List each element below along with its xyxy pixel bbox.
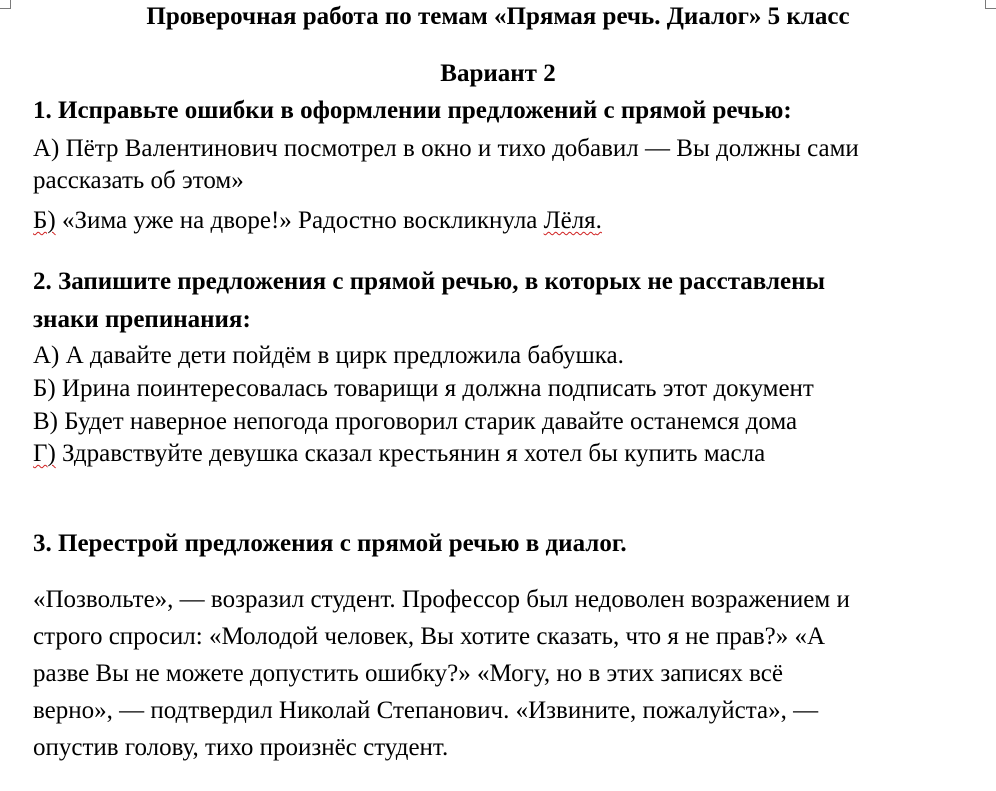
task1-item-a-line1: А) Пётр Валентинович посмотрел в окно и тихо добавил — Вы должны сами — [33, 135, 859, 162]
task3-text-line3: разве Вы не можете допустить ошибку?» «Могу, но в этих записях всё — [33, 660, 783, 687]
task2-heading-line2: знаки препинания: — [33, 306, 251, 333]
task2-heading-line1: 2. Запишите предложения с прямой речью, в которых не расставлены — [33, 268, 826, 295]
task1-item-b-end: . — [595, 207, 602, 234]
task2-item-a: А) А давайте дети пойдём в цирк предложила бабушка. — [33, 342, 624, 369]
task1-item-b — [33, 206, 602, 236]
task3-text-line5: опустив голову, тихо произнёс студент. — [33, 734, 449, 761]
task3-heading: 3. Перестрой предложения с прямой речью в диалог. — [33, 530, 627, 557]
task2-item-d — [33, 439, 765, 469]
task2-item-c: В) Будет наверное непогода проговорил старик давайте останемся дома — [33, 408, 798, 435]
task2-item-d-text: Здравствуйте девушка сказал крестьянин я хотел бы купить масла — [55, 440, 766, 467]
task1-heading: 1. Исправьте ошибки в оформлении предложений с прямой речью: — [33, 97, 792, 124]
task1-item-b-marker: Б) — [33, 207, 56, 234]
task2-item-b: Б) Ирина поинтересовалась товарищи я должна подписать этот документ — [33, 375, 814, 402]
task3-text-line4: верно», — подтвердил Николай Степанович. «Извините, пожалуйста», — — [33, 697, 819, 724]
task3-text-line2: строго спросил: «Молодой человек, Вы хотите сказать, что я не прав?» «А — [33, 623, 826, 650]
task1-item-a-line2: рассказать об этом» — [33, 167, 244, 194]
task1-item-b-name: Лёля — [543, 207, 596, 234]
task3-text-line1: «Позвольте», — возразил студент. Профессор был недоволен возражением и — [33, 586, 850, 613]
task2-item-d-marker: Г) — [33, 440, 56, 467]
task1-item-b-text: «Зима уже на дворе!» Радостно воскликнула — [55, 207, 544, 234]
variant-heading: Вариант 2 — [440, 60, 556, 87]
document-title: Проверочная работа по темам «Прямая речь. Диалог» 5 класс — [146, 3, 850, 30]
